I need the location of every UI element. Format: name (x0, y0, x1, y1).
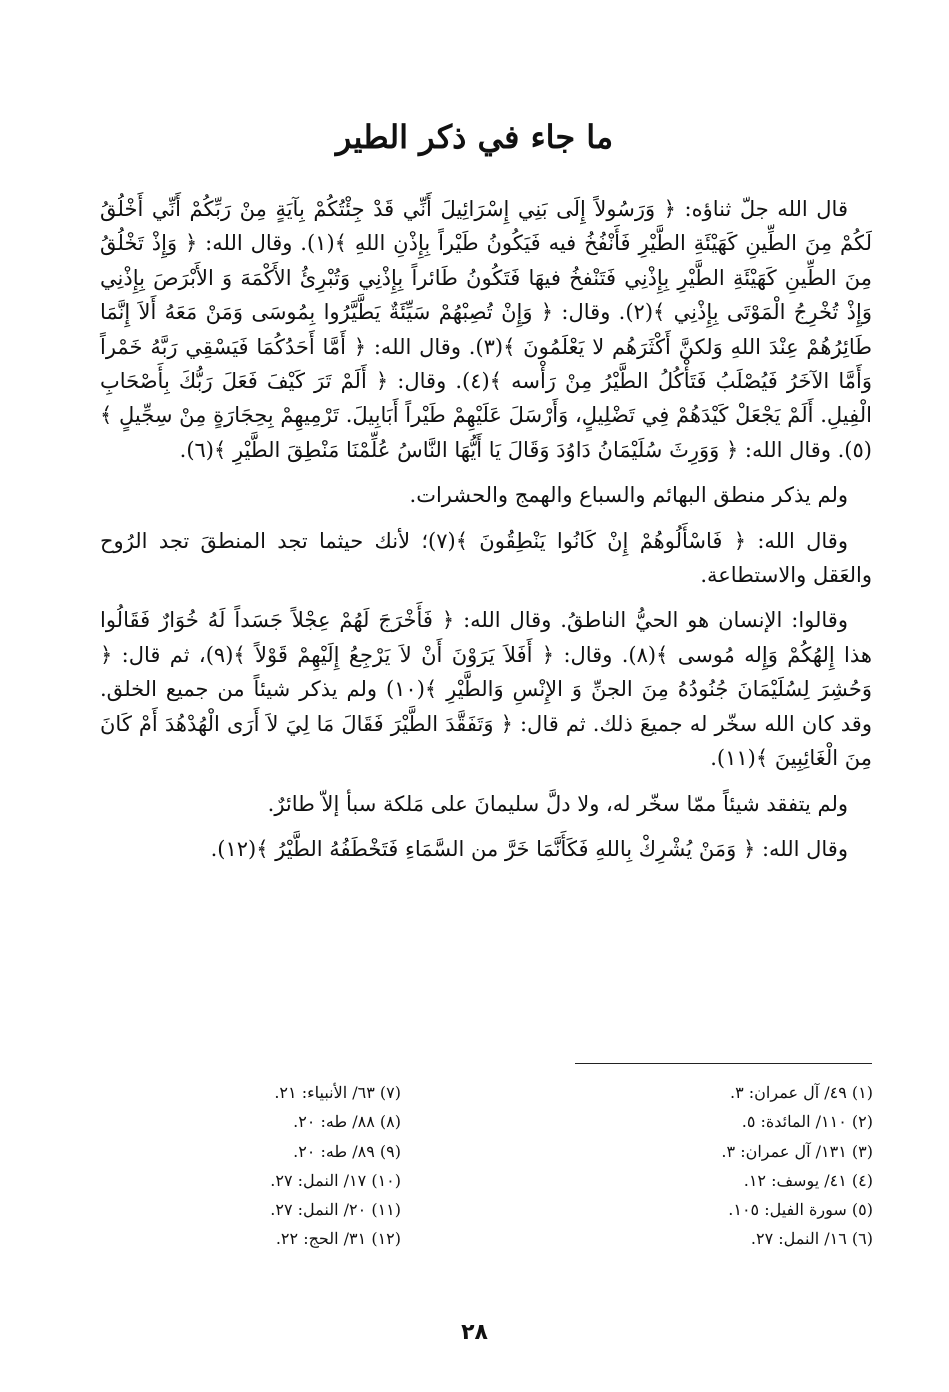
page-title: ما جاء في ذكر الطير (335, 118, 614, 156)
footnote: (١) ٤٩/ آل عمران: ٣. (730, 1083, 873, 1102)
footnote: (١٠) ١٧/ النمل: ٢٧. (270, 1170, 401, 1190)
footnotes-right-column (573, 1078, 873, 1254)
footnote: (٦) ١٦/ النمل: ٢٧. (750, 1229, 873, 1249)
footnote: (١٢) ٣١/ الحج: ٢٢. (275, 1229, 401, 1249)
page-number: ٢٨ (461, 1320, 488, 1345)
main-text (100, 192, 872, 866)
footnote-divider (575, 1063, 872, 1064)
footnote: (٢) ١١٠/ المائدة: ٥. (741, 1112, 873, 1132)
paragraph: وقال الله: ﴿ وَمَنْ يُشْرِكْ بِاللهِ فَكَأَنَّمَا خَرَّ من السَّمَاءِ فَتَخْطَفُهُ الطَّيْرُ ﴾(١٢). (210, 836, 848, 861)
footnotes-left-column (101, 1078, 401, 1254)
paragraph: قال الله جلّ ثناؤه: ﴿ وَرَسُولاً إِلَى بَنِي إِسْرَائِيلَ أَنِّي قَدْ جِئْتُكُمْ بِآيَةٍ مِنْ رَبِّكُمْ أَنِّي أَخْلُقُ لَكُمْ مِنَ الطِّينِ كَهَيْئَةِ الطَّيْرِ فَأَنْفُخُ فيه فَيَكُونُ طَيْراً بِإِذْنِ اللهِ ﴾(١). وقال الله: ﴿ وَإِذْ تَخْلُقُ مِنَ الطِّينِ كَهَيْئَةِ الطَّيْرِ بِإِذْنِي فَتَنْفخُ فيهَا فَتَكُونُ طَائراً بِإِذْنِي وَتُبْرِئُ الأَكْمَهَ وَ الأَبْرَصَ بِإِذْنِي وَإِذْ تُخْرِجُ الْمَوْتَى بِإِذْنِي ﴾(٢). وقال: ﴿ وَإِنْ تُصِبْهُمْ سَيِّئَةٌ يَطَّيَّرُوا بِمُوسَى وَمَنْ مَعَهُ أَلاَ إِنَّمَا طَائِرُهُمْ عِنْدَ اللهِ وَلكنَّ أَكْثَرَهُم لا يَعْلَمُونَ ﴾(٣). وقال الله: ﴿ أَمَّا أَحَدُكُمَا فَيَسْقِي رَبَّهُ خَمْراً وَأَمَّا الآخَرُ فَيُصْلَبُ فَتَأْكُلُ الطَّيْرُ مِنْ رَأْسه ﴾(٤). وقال: ﴿ أَلَمْ تَرَ كَيْفَ فَعَلَ رَبُّكَ بِأَصْحَابِ الْفِيلِ. أَلَمْ يَجْعَلْ كَيْدَهُمْ فِي تَضْلِيلٍ، وَأَرْسَلَ عَلَيْهِمْ طَيْراً أَبَابِيلَ. تَرْمِيهِمْ بِحِجَارَةٍ مِنْ سِجِّيلٍ ﴾(٥). وقال الله: ﴿ وَوَرِثَ سُلَيْمَانُ دَاوُدَ وَقَالَ يَا أَيُّهَا النَّاسُ عُلِّمْنَا مَنْطِقَ الطَّيْرِ ﴾(٦). (100, 197, 873, 462)
footnote: (٩) ٨٩/ طه: ٢٠. (293, 1141, 401, 1161)
footnote: (١١) ٢٠/ النمل: ٢٧. (270, 1200, 401, 1220)
footnote: (٣) ١٣١/ آل عمران: ٣. (721, 1141, 873, 1161)
footnote: (٨) ٨٨/ طه: ٢٠. (293, 1112, 401, 1132)
paragraph: وقال الله: ﴿ فَاسْأَلُوهُمْ إِنْ كَانُوا يَنْطِقُونَ ﴾(٧)؛ لأنك حيثما تجد المنطقَ تجد الرُوح والعَقل والاستطاعة. (100, 528, 872, 588)
footnote: (٥) سورة الفيل: ١٠٥. (728, 1200, 873, 1220)
footnote: (٧) ٦٣/ الأنبياء: ٢١. (274, 1083, 401, 1102)
paragraph: ولم يذكر منطق البهائم والسباع والهمج والحشرات. (409, 483, 848, 508)
paragraph: وقالوا: الإنسان هو الحيُّ الناطقُ. وقال الله: ﴿ فَأَخْرَجَ لَهُمْ عِجْلاً جَسَداً لَهُ خُوَارٌ فَقَالُوا هذا إِلهُكُمْ وَإِله مُوسى ﴾(٨). وقال: ﴿ أَفَلاَ يَرَوْنَ أَنْ لاَ يَرْجِعُ إِلَيْهِمْ قَوْلاً ﴾(٩)، ثم قال: ﴿ وَحُشِرَ لِسُلَيْمَانَ جُنُودُهُ مِنَ الجنِّ وَ الإِنْسِ وَالطَّيْرِ ﴾(١٠) ولم يذكر شيئاً من جميع الخلق. وقد كان الله سخّر له جميعَ ذلك. ثم قال: ﴿ وَتَفَقَّدَ الطَّيْرَ فَقَالَ مَا لِيَ لاَ أَرَى الْهُدْهُدَ أَمْ كَانَ مِنَ الْغَائِبِينَ ﴾(١١). (100, 608, 872, 771)
paragraph: ولم يتفقد شيئاً ممّا سخّر له، ولا دلَّ سليمانَ على مَلكة سبأ إلاّ طائرٌ. (267, 791, 848, 816)
footnote: (٤) ٤١/ يوسف: ١٢. (743, 1170, 873, 1190)
